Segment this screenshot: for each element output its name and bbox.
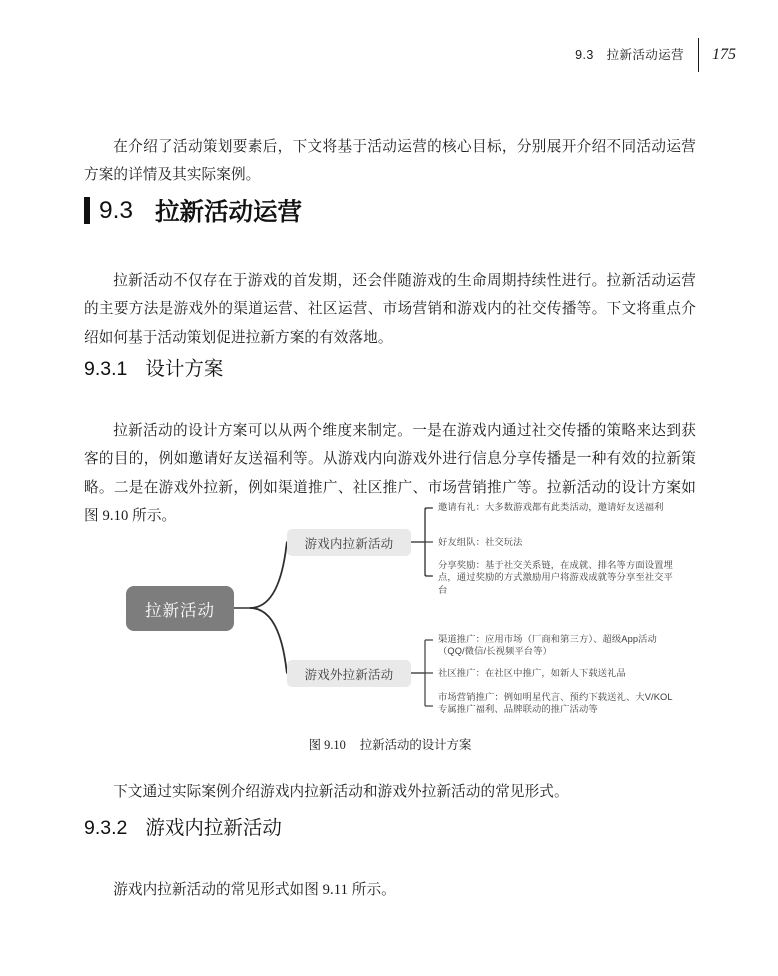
mindmap-branch-in-game-label: 游戏内拉新活动: [304, 536, 394, 551]
heading-9-3-number: 9.3: [99, 196, 134, 224]
after-figure-paragraph: 下文通过实际案例介绍游戏内拉新活动和游戏外拉新活动的常见形式。: [113, 783, 569, 800]
mindmap-branch-in-game: [287, 529, 411, 556]
heading-9-3-2-number: 9.3.2: [84, 817, 128, 839]
mindmap-leaf-share-reward: 分享奖励：基于社交关系链，在成就、排名等方面设置埋点，通过奖励的方式激励用户将游戏成就等分享至社交平台: [438, 560, 673, 595]
mindmap-branch-out-game: [287, 660, 411, 687]
section-9-3-paragraph: 拉新活动不仅存在于游戏的首发期，还会伴随游戏的生命周期持续性进行。拉新活动运营的主要方法是游戏外的渠道运营、社区运营、市场营销和游戏内的社交传播等。下文将重点介绍如何基于活动策划促进拉新方案的有效落地。: [84, 272, 696, 346]
figure-caption: [84, 735, 696, 753]
heading-9-3-title: 拉新活动运营: [155, 199, 303, 226]
figure-9-10: [84, 495, 696, 760]
section-9-3-1-paragraph: 拉新活动的设计方案可以从两个维度来制定。一是在游戏内通过社交传播的策略来达到获客的目的，例如邀请好友送福利等。从游戏内向游戏外进行信息分享传播是一种有效的拉新策略。二是在游戏外拉新，例如渠道推广、社区推广、市场营销推广等。拉新活动的设计方案如图 9.10 所示。: [84, 422, 696, 525]
heading-9-3: [84, 193, 302, 228]
heading-9-3-1-number: 9.3.1: [84, 358, 128, 380]
mindmap-root-node: [126, 586, 234, 631]
mindmap-leaf-invite-reward: 邀请有礼：大多数游戏都有此类活动，邀请好友送福利: [438, 502, 664, 512]
mindmap-canvas: [84, 495, 696, 735]
section-9-3-2-paragraph: 游戏内拉新活动的常见形式如图 9.11 所示。: [113, 881, 396, 898]
mindmap-leaf-friend-team: 好友组队：社交玩法: [438, 537, 523, 547]
intro-paragraph: 在介绍了活动策划要素后，下文将基于活动运营的核心目标，分别展开介绍不同活动运营方案的详情及其实际案例。: [84, 138, 696, 184]
heading-9-3-2-title: 游戏内拉新活动: [145, 817, 282, 839]
mindmap-leaf-marketing-promotion: 市场营销推广：例如明星代言、预约下载送礼、大V/KOL专属推广福利、品牌联动的推广活动等: [438, 692, 673, 715]
heading-9-3-2: [84, 812, 282, 840]
heading-9-3-1-title: 设计方案: [145, 358, 224, 380]
heading-9-3-1: [84, 353, 223, 381]
running-head-section: 9.3 拉新活动运营: [575, 48, 684, 62]
mindmap-leaf-community-promotion: 社区推广：在社区中推广，如新人下载送礼品: [438, 668, 626, 678]
mindmap-branch-out-game-label: 游戏外拉新活动: [304, 667, 394, 682]
heading-accent-bar: [84, 197, 90, 224]
mindmap-root-label: 拉新活动: [145, 601, 215, 620]
figure-caption-title: 拉新活动的设计方案: [359, 738, 472, 752]
page-number: 175: [712, 46, 736, 63]
mindmap-leaf-channel-promotion: 渠道推广：应用市场（厂商和第三方）、超级App活动（QQ/微信/长视频平台等）: [438, 634, 657, 657]
figure-caption-label: 图 9.10: [308, 738, 346, 752]
running-head: [575, 38, 736, 72]
